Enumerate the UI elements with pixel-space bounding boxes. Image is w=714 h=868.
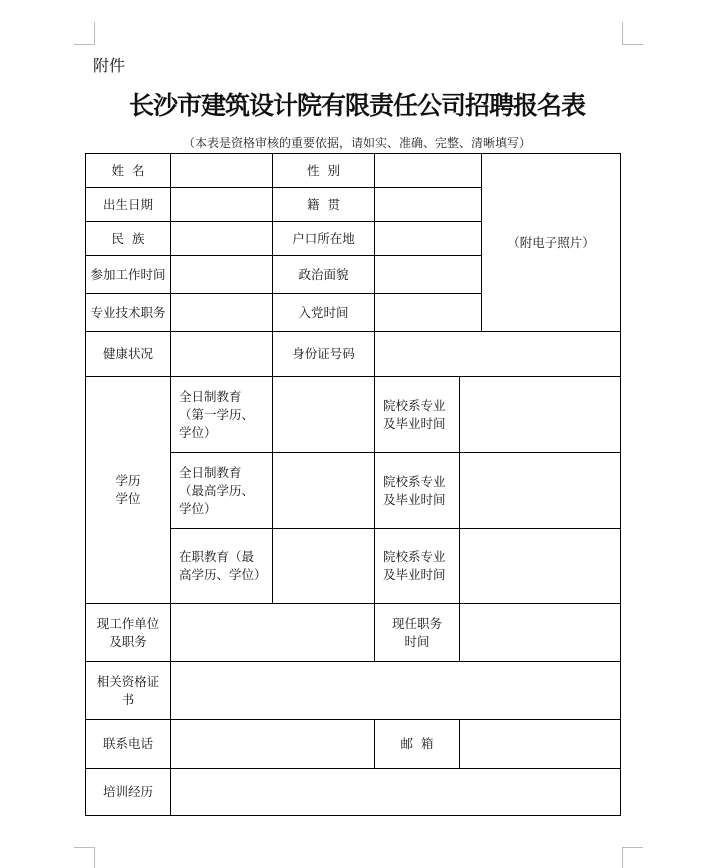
phone-field[interactable]: [170, 719, 375, 769]
label-school-major-2: 院校系专业及毕业时间: [374, 452, 460, 529]
native-place-field[interactable]: [374, 187, 482, 222]
label-tech-title: 专业技术职务: [85, 293, 171, 332]
id-number-field[interactable]: [374, 331, 621, 377]
gender-field[interactable]: [374, 153, 482, 188]
health-field[interactable]: [170, 331, 273, 377]
current-unit-field[interactable]: [170, 603, 375, 662]
school-major-3-field[interactable]: [459, 528, 621, 604]
label-ethnicity: 民 族: [85, 221, 171, 256]
label-school-major-1: 院校系专业及毕业时间: [374, 376, 460, 453]
household-field[interactable]: [374, 221, 482, 256]
label-gender: 性 别: [272, 153, 375, 188]
label-fulltime-first: 全日制教育（第一学历、学位）: [170, 376, 273, 453]
tech-title-field[interactable]: [170, 293, 273, 332]
label-current-position-time: 现任职务时间: [374, 603, 460, 662]
fulltime-highest-field[interactable]: [272, 452, 375, 529]
label-party-date: 入党时间: [272, 293, 375, 332]
training-field[interactable]: [170, 768, 621, 816]
label-education: 学历 学位: [85, 376, 171, 604]
form-title: 长沙市建筑设计院有限责任公司招聘报名表: [128, 91, 585, 120]
photo-box[interactable]: （附电子照片）: [481, 153, 621, 332]
label-email: 邮 箱: [374, 719, 460, 769]
birth-date-field[interactable]: [170, 187, 273, 222]
label-id-number: 身份证号码: [272, 331, 375, 377]
school-major-1-field[interactable]: [459, 376, 621, 453]
inservice-highest-field[interactable]: [272, 528, 375, 604]
work-start-field[interactable]: [170, 255, 273, 294]
ethnicity-field[interactable]: [170, 221, 273, 256]
label-political-status: 政治面貌: [272, 255, 375, 294]
certificates-field[interactable]: [170, 661, 621, 720]
current-position-time-field[interactable]: [459, 603, 621, 662]
attachment-label: 附件: [93, 56, 126, 75]
email-field[interactable]: [459, 719, 621, 769]
label-inservice-highest: 在职教育（最高学历、学位）: [170, 528, 273, 604]
label-training: 培训经历: [85, 768, 171, 816]
party-date-field[interactable]: [374, 293, 482, 332]
form-instructions: （本表是资格审核的重要依据，请如实、准确、完整、清晰填写）: [182, 136, 531, 150]
label-current-unit: 现工作单位及职务: [85, 603, 171, 662]
political-status-field[interactable]: [374, 255, 482, 294]
label-name: 姓 名: [85, 153, 171, 188]
school-major-2-field[interactable]: [459, 452, 621, 529]
label-certificates: 相关资格证书: [85, 661, 171, 720]
label-birth-date: 出生日期: [85, 187, 171, 222]
fulltime-first-field[interactable]: [272, 376, 375, 453]
label-household: 户口所在地: [272, 221, 375, 256]
label-native-place: 籍 贯: [272, 187, 375, 222]
label-school-major-3: 院校系专业及毕业时间: [374, 528, 460, 604]
label-work-start: 参加工作时间: [85, 255, 171, 294]
label-fulltime-highest: 全日制教育（最高学历、学位）: [170, 452, 273, 529]
label-phone: 联系电话: [85, 719, 171, 769]
name-field[interactable]: [170, 153, 273, 188]
label-health: 健康状况: [85, 331, 171, 377]
